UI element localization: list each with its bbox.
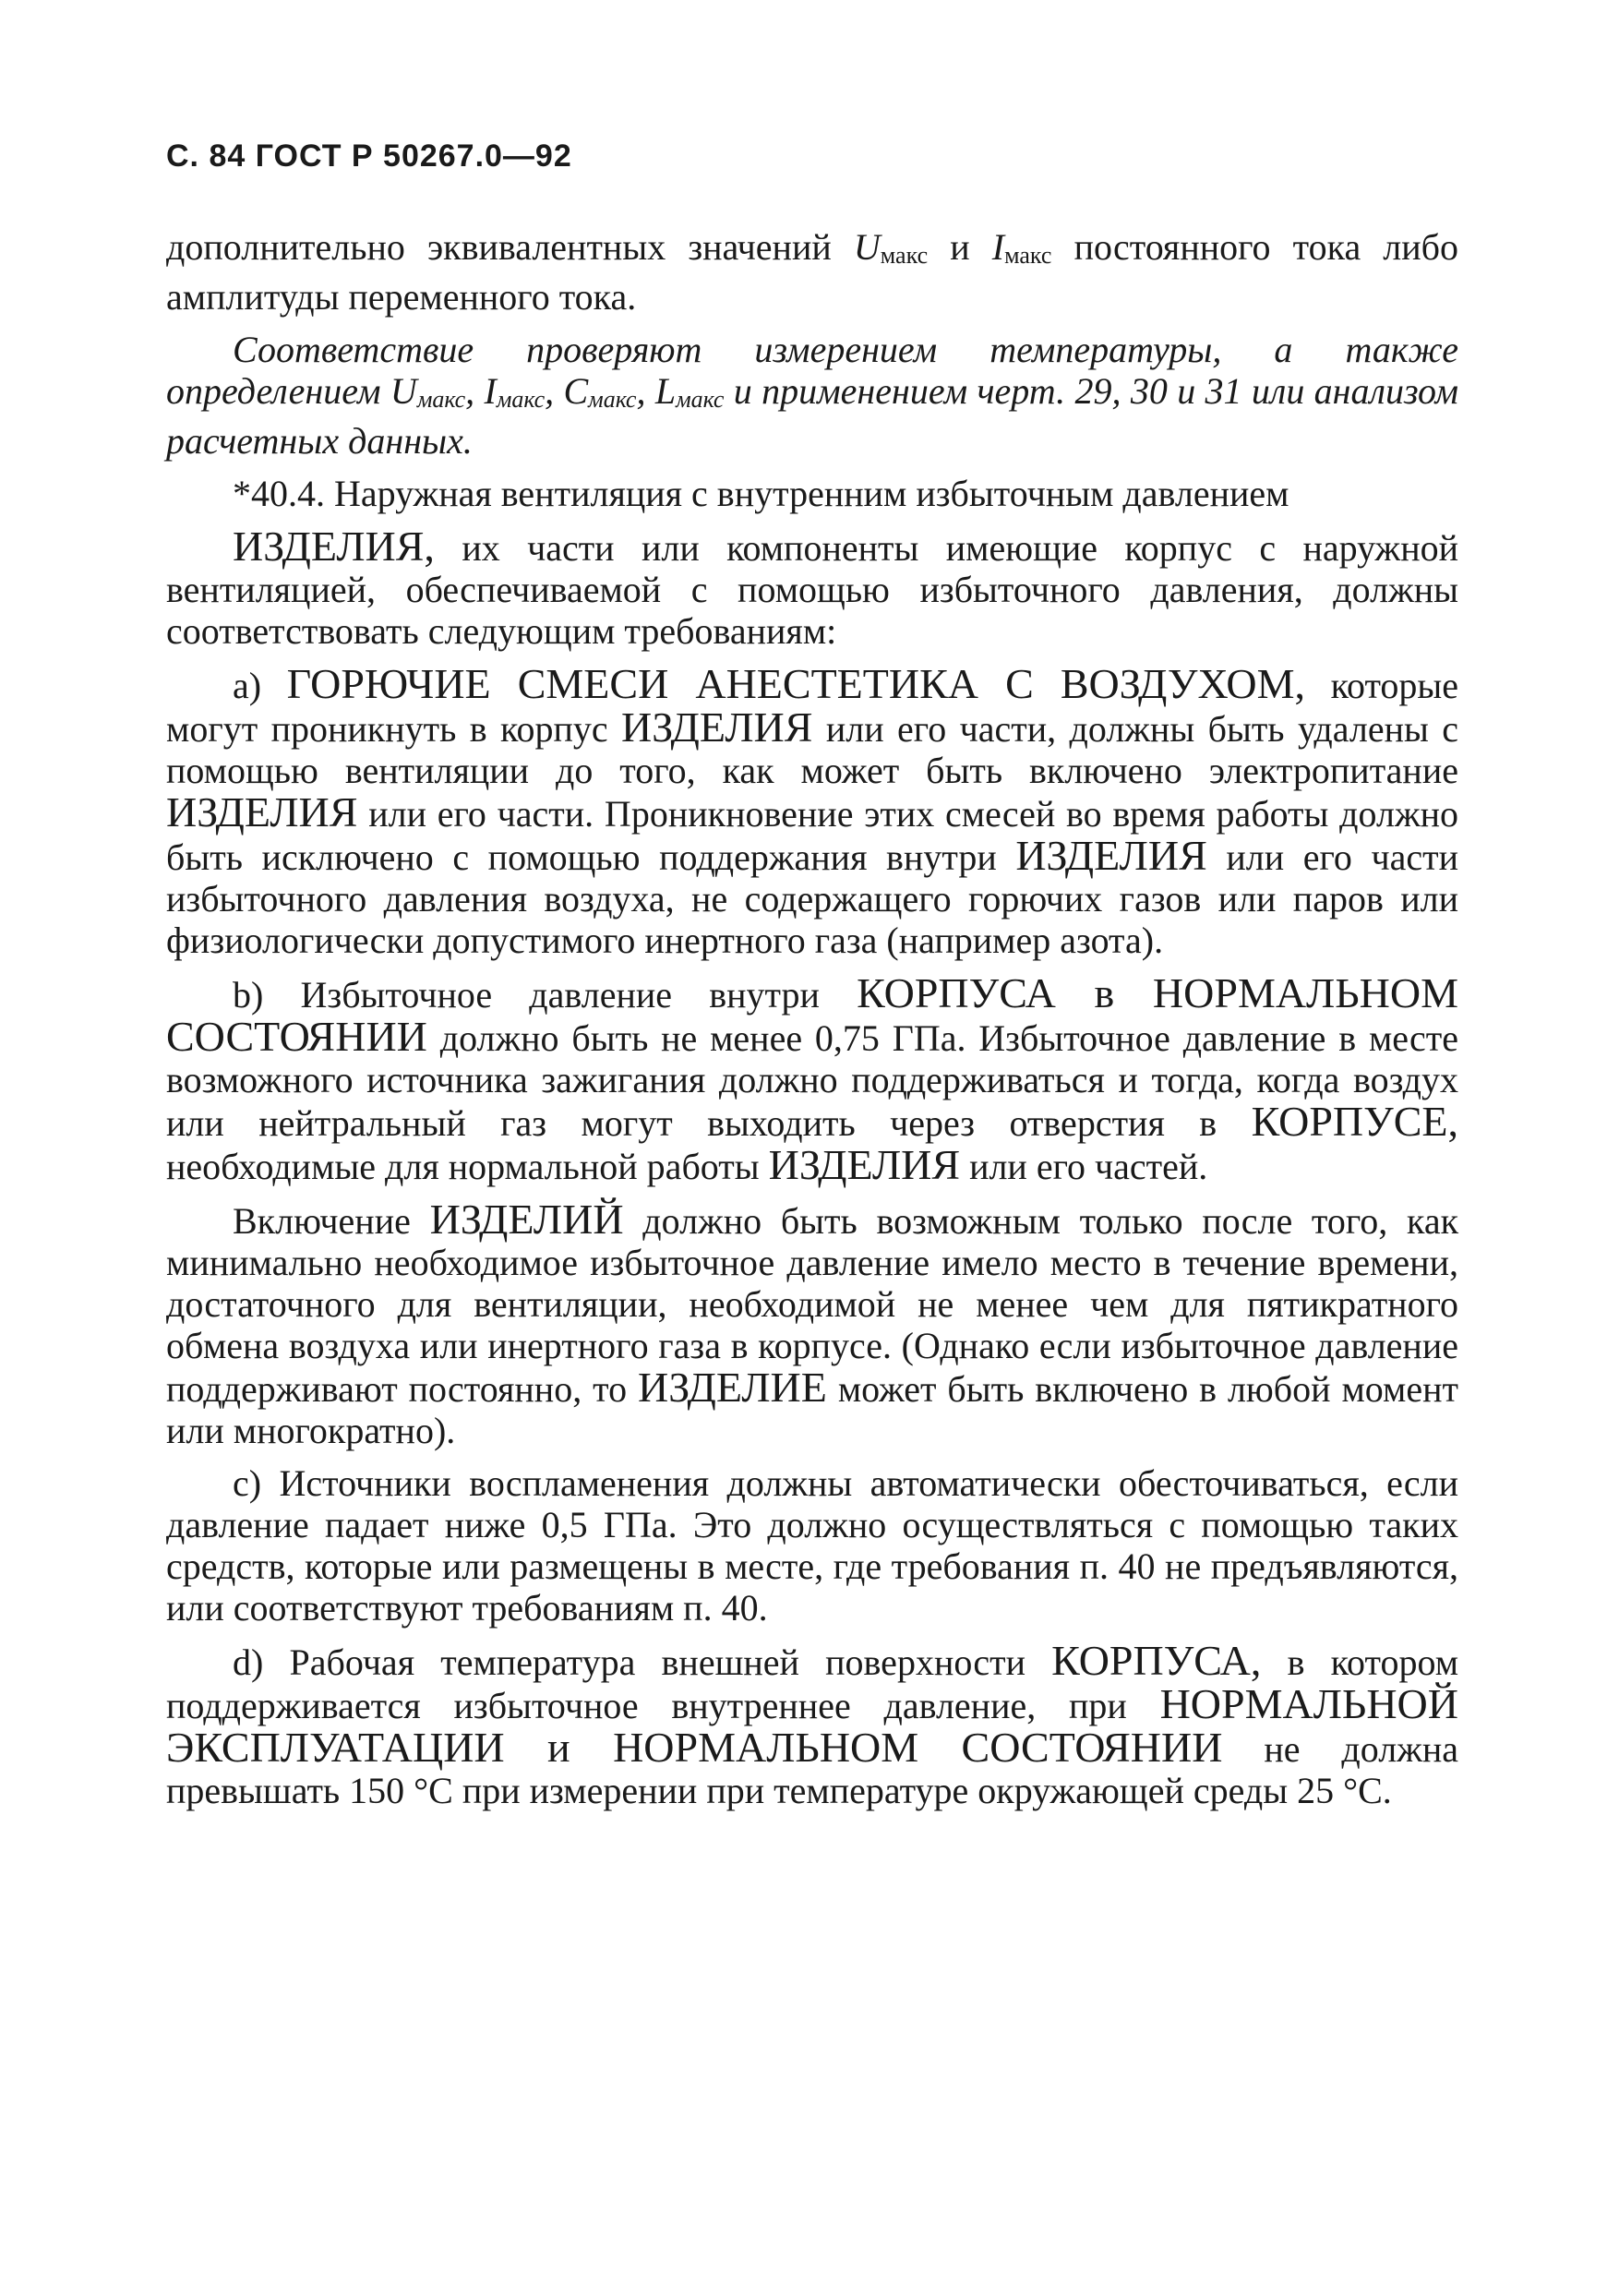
document-page — [166, 138, 1458, 1811]
paragraph-requirements-intro: ИЗДЕЛИЯ, их части или компоненты имеющие корпус с наружной вентиляцией, обеспечиваемой с помощью избыточного давления, должны соответствовать следующим требованиям: — [166, 523, 1459, 652]
list-item-c: c) Источники воспламенения должны автоматически обесточиваться, если давление падает ниже 0,5 ГПа. Это должно осуществляться с помощью таких средств, которые или размещены в месте, где требования п. 40 не предъявляются, или соответствуют требованиям п. 40. — [166, 1462, 1458, 1629]
section-heading-40-4: *40.4. Наружная вентиляция с внутренним избыточным давлением — [233, 473, 1289, 514]
paragraph-current-values: дополнительно эквивалентных значений Uмакс и Iмакс постоянного тока либо амплитуды переменного тока. — [166, 226, 1459, 318]
paragraph-compliance-check: Соответствие проверяют измерением температуры, а также определением Uмакс, Iмакс, Cмакс, Lмакс и применением черт. 29, 30 и 31 или анализом расчетных данных. — [166, 329, 1459, 462]
list-item-b: b) Избыточное давление внутри КОРПУСА в НОРМАЛЬНОМ СОСТОЯНИИ должно быть не менее 0,75 ГПа. Избыточное давление в месте возможного источника зажигания должно поддерживаться и тогда, когда воздух или нейтральный газ могут выходить через отверстия в КОРПУСЕ, необходимые для нормальной работы ИЗДЕЛИЯ или его частей. — [166, 969, 1459, 1188]
list-item-a: a) ГОРЮЧИЕ СМЕСИ АНЕСТЕТИКА С ВОЗДУХОМ, которые могут проникнуть в корпус ИЗДЕЛИЯ или его части, должны быть удалены с помощью вентиляции до того, как может быть включено электропитание ИЗДЕЛИЯ или его части. Проникновение этих смесей во время работы должно быть исключено с помощью поддержания внутри ИЗДЕЛИЯ или его части избыточного давления воздуха, не содержащего горючих газов или паров или физиологически допустимого инертного газа (например азота). — [166, 660, 1459, 961]
page-header: С. 84 ГОСТ Р 50267.0—92 — [166, 138, 572, 174]
list-item-d: d) Рабочая температура внешней поверхности КОРПУСА, в котором поддерживается избыточное внутреннее давление, при НОРМАЛЬНОЙ ЭКСПЛУАТАЦИИ и НОРМАЛЬНОМ СОСТОЯНИИ не должна превышать 150 °С при измерении при температуре окружающей среды 25 °С. — [166, 1637, 1459, 1811]
paragraph-switch-on: Включение ИЗДЕЛИЙ должно быть возможным только после того, как минимально необходимое избыточное давление имело место в течение времени, достаточного для вентиляции, необходимой не менее чем для пятикратного обмена воздуха или инертного газа в корпусе. (Однако если избыточное давление поддерживают постоянно, то ИЗДЕЛИЕ может быть включено в любой момент или многократно). — [166, 1196, 1459, 1451]
